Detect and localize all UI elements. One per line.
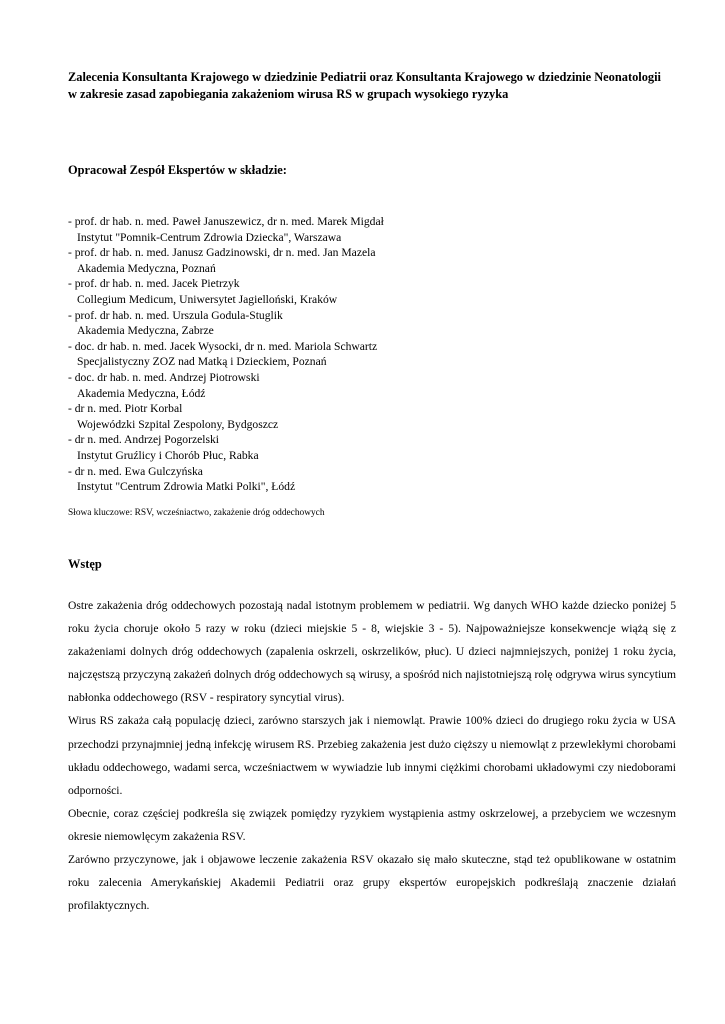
paragraph: Wirus RS zakaża całą populację dzieci, zarówno starszych jak i niemowląt. Prawie 100% dzieci do drugiego roku życia w USA przechodzi przynajmniej jedną infekcję wirusem RS. Przebieg zakażenia jest dużo cięższy u niemowląt z przewlekłymi chorobami układu oddechowego, wadami serca, wcześniactwem w wywiadzie lub innymi ciężkimi chorobami układowymi czy niedoborami odporności. — [68, 714, 676, 797]
expert-entry — [68, 308, 628, 339]
body-text — [68, 594, 676, 917]
expert-entry — [68, 245, 628, 276]
experts-heading: Opracował Zespół Ekspertów w składzie: — [68, 163, 287, 177]
expert-institution: Instytut Gruźlicy i Chorób Płuc, Rabka — [77, 448, 259, 462]
paragraph: Obecnie, coraz częściej podkreśla się związek pomiędzy ryzykiem wystąpienia astmy oskrzelowej, a przebyciem we wczesnym okresie niemowlęcym zakażenia RSV. — [68, 806, 676, 843]
expert-institution: Akademia Medyczna, Łódź — [77, 386, 206, 400]
expert-entry — [68, 401, 628, 432]
paragraph: Ostre zakażenia dróg oddechowych pozostają nadal istotnym problemem w pediatrii. Wg danych WHO każde dziecko poniżej 5 roku życia choruje około 5 razy w roku (dzieci miejskie 5 - 8, wiejskie 3 - 5). Najpoważniejsze konsekwencje wiążą się z zakażeniami dolnych dróg oddechowych (zapalenia oskrzeli, oskrzelików, płuc). U dzieci najmniejszych, poniżej 1 roku życia, najczęstszą przyczyną zakażeń dolnych dróg oddechowych są wirusy, a spośród nich najistotniejszą rolę odgrywa wirus syncytium nabłonka oddechowego (RSV - respiratory syncytial virus). — [68, 599, 676, 705]
expert-institution: Instytut "Centrum Zdrowia Matki Polki", Łódź — [77, 480, 296, 494]
expert-institution: Collegium Medicum, Uniwersytet Jagielloński, Kraków — [77, 292, 338, 306]
expert-institution: Instytut "Pomnik-Centrum Zdrowia Dziecka", Warszawa — [77, 230, 342, 244]
expert-names: - prof. dr hab. n. med. Paweł Januszewicz, dr n. med. Marek Migdał — [68, 215, 384, 228]
expert-entry — [68, 214, 628, 245]
expert-names: - prof. dr hab. n. med. Urszula Godula-Stuglik — [68, 308, 283, 322]
expert-entry — [68, 339, 628, 370]
paragraph: Zarówno przyczynowe, jak i objawowe leczenie zakażenia RSV okazało się mało skuteczne, stąd też opublikowane w ostatnim roku zalecenia Amerykańskiej Akademii Pediatrii oraz grupy ekspertów europejskich podkreślają znaczenie działań profilaktycznych. — [68, 853, 676, 913]
expert-entry — [68, 432, 628, 463]
expert-names: - prof. dr hab. n. med. Janusz Gadzinowski, dr n. med. Jan Mazela — [68, 246, 376, 260]
expert-institution: Akademia Medyczna, Poznań — [77, 261, 216, 275]
expert-entry — [68, 276, 628, 307]
document-title: Zalecenia Konsultanta Krajowego w dziedzinie Pediatrii oraz Konsultanta Krajowego w dziedzinie Neonatologii w zakresie zasad zapobiegania zakażeniom wirusa RS w grupach wysokiego ryzyka — [68, 70, 661, 101]
keywords: Słowa kluczowe: RSV, wcześniactwo, zakażenie dróg oddechowych — [68, 508, 325, 518]
expert-names: - doc. dr hab. n. med. Jacek Wysocki, dr n. med. Mariola Schwartz — [68, 339, 378, 353]
expert-names: - dr n. med. Andrzej Pogorzelski — [68, 433, 220, 447]
experts-list — [68, 214, 628, 495]
section-title: Wstęp — [68, 557, 102, 571]
expert-names: - doc. dr hab. n. med. Andrzej Piotrowski — [68, 370, 260, 384]
expert-names: - dr n. med. Ewa Gulczyńska — [68, 464, 203, 478]
expert-names: - dr n. med. Piotr Korbal — [68, 402, 183, 416]
expert-names: - prof. dr hab. n. med. Jacek Pietrzyk — [68, 277, 240, 291]
expert-institution: Specjalistyczny ZOZ nad Matką i Dzieckiem, Poznań — [77, 355, 327, 369]
expert-institution: Wojewódzki Szpital Zespolony, Bydgoszcz — [77, 417, 279, 431]
expert-entry — [68, 370, 628, 401]
expert-entry — [68, 464, 628, 495]
expert-institution: Akademia Medyczna, Zabrze — [77, 324, 214, 338]
